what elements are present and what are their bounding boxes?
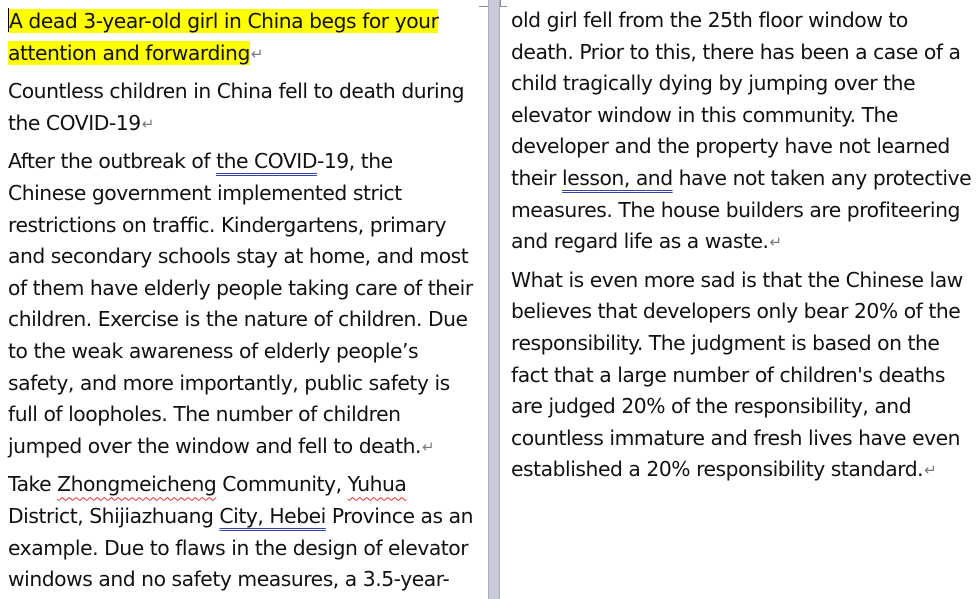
para1-line-5: of them have elderly people taking care of their — [8, 275, 473, 300]
para3-line-5: are judged 20% of the responsibility, and — [511, 394, 912, 419]
para3-line-2: believes that developers only bear 20% of the — [511, 299, 961, 324]
para1-line-9: full of loopholes. The number of children — [8, 402, 401, 427]
page-gap-separator — [488, 0, 500, 599]
para2-cont-line-1: old girl fell from the 25th floor window to — [511, 8, 908, 32]
para1-line-8: safety, and more importantly, public safety is — [8, 370, 450, 395]
paragraph-spacing — [8, 69, 482, 76]
para3-line-4: fact that a large number of children's deaths — [511, 362, 945, 387]
paragraph-mark-icon: ↵ — [141, 114, 154, 133]
para2-cont-line-4: elevator window in this community. The — [511, 102, 898, 127]
title-text-2: attention and forwarding — [8, 40, 250, 65]
para2-line-4: windows and no safety measures, a 3.5-year- — [8, 567, 450, 592]
para3-line-1: What is even more sad is that the Chinese law — [511, 267, 963, 292]
document-page-left[interactable] — [0, 0, 488, 599]
title-line-2 — [8, 38, 482, 70]
para2-line-2 — [8, 501, 482, 533]
para1-line-3: restrictions on traffic. Kindergartens, primary — [8, 212, 446, 237]
para2-line-3: example. Due to flaws in the design of elevator — [8, 535, 469, 560]
paragraph-mark-icon: ↵ — [769, 233, 782, 252]
paragraph-spacing — [511, 258, 971, 265]
para2-cont-line-2: death. Prior to this, there has been a case of a — [511, 39, 961, 64]
spelling-mark[interactable]: Zhongmeicheng — [57, 472, 217, 497]
para1-line-7: to the weak awareness of elderly people’s — [8, 338, 419, 363]
page-corner-mark-right — [500, 0, 507, 7]
para1-line-6: children. Exercise is the nature of children. Due — [8, 307, 468, 332]
para2-cont-text-8: and regard life as a waste. — [511, 229, 769, 254]
para3-line-7 — [511, 454, 971, 486]
spelling-mark[interactable]: Yuhua — [347, 472, 407, 497]
para3-line-6: countless immature and fresh lives have even — [511, 425, 961, 450]
para1-text-1b: -19, the — [316, 149, 393, 174]
para2-cont-text-6b: have not taken any protective — [672, 165, 972, 190]
para2-cont-line-7: measures. The house builders are profiteering — [511, 197, 960, 222]
para2-line-1 — [8, 469, 482, 501]
title-text-1: A dead 3-year-old girl in China begs for your — [9, 9, 439, 33]
para2-text-2a: District, Shijiazhuang — [8, 503, 220, 528]
para2-cont-line-6 — [511, 163, 971, 195]
para2-cont-line-3: child tragically dying by jumping over the — [511, 71, 916, 96]
grammar-mark[interactable]: the COVID — [216, 149, 317, 174]
para2-cont-text-6a: their — [511, 165, 563, 190]
paragraph-spacing — [8, 139, 482, 146]
page-text-right[interactable] — [511, 5, 971, 486]
subtitle-line-1: Countless children in China fell to death during — [8, 79, 465, 104]
title-line-1 — [8, 6, 482, 38]
para1-text-10: jumped over the window and fell to death. — [8, 433, 422, 458]
para1-text-1a: After the outbreak of — [8, 149, 217, 174]
paragraph-mark-icon: ↵ — [250, 44, 264, 63]
grammar-mark[interactable]: City, Hebei — [219, 503, 326, 528]
para2-text-1b: Community, — [216, 472, 348, 497]
para2-text-1a: Take — [8, 472, 58, 497]
para2-cont-line-5: developer and the property have not learned — [511, 134, 950, 159]
para2-text-2b: Province as an — [325, 503, 474, 528]
paragraph-spacing — [8, 462, 482, 469]
para1-line-1 — [8, 146, 482, 178]
subtitle-text-2: the COVID-19 — [8, 110, 141, 135]
para2-cont-line-8 — [511, 226, 971, 258]
para1-line-4: and secondary schools stay at home, and most — [8, 244, 469, 269]
paragraph-mark-icon: ↵ — [924, 461, 937, 480]
page-text-left[interactable] — [8, 6, 482, 596]
document-page-right[interactable] — [500, 0, 977, 599]
para1-line-10 — [8, 431, 482, 463]
subtitle-line-2 — [8, 108, 482, 140]
para1-line-2: Chinese government implemented strict — [8, 180, 402, 205]
paragraph-mark-icon: ↵ — [422, 437, 435, 456]
para3-text-7: established a 20% responsibility standard. — [511, 457, 924, 482]
para3-line-3: responsibility. The judgment is based on the — [511, 330, 940, 355]
grammar-mark[interactable]: lesson, and — [562, 165, 673, 190]
